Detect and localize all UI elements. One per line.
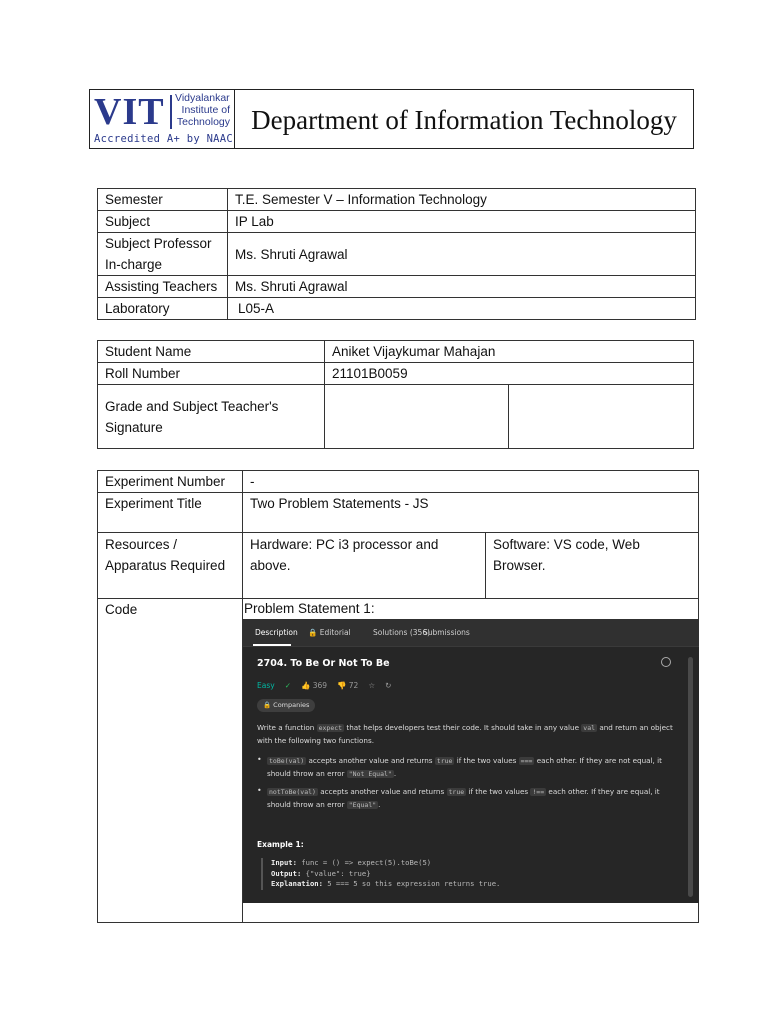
table-row bbox=[98, 471, 699, 493]
table-row bbox=[98, 363, 694, 385]
problem-screenshot bbox=[243, 619, 699, 903]
subject-label: Subject bbox=[98, 211, 228, 233]
dislike-button[interactable]: 👎 72 bbox=[337, 681, 359, 690]
experiment-number-label: Experiment Number bbox=[98, 471, 243, 493]
tab-editorial[interactable]: 🔒 Editorial bbox=[308, 628, 351, 637]
logo-institute-name: Vidyalankar Institute of Technology bbox=[175, 92, 230, 128]
tab-submissions[interactable]: Submissions bbox=[423, 628, 470, 637]
student-name-value: Aniket Vijaykumar Mahajan bbox=[325, 341, 694, 363]
tab-description[interactable]: Description bbox=[255, 628, 298, 637]
table-row bbox=[98, 211, 696, 233]
tab-solutions[interactable]: Solutions (356) bbox=[373, 628, 431, 637]
table-row bbox=[98, 298, 696, 320]
experiment-number-value: - bbox=[243, 471, 699, 493]
institute-logo bbox=[90, 90, 235, 148]
scrollbar[interactable] bbox=[688, 657, 693, 897]
experiment-title-label: Experiment Title bbox=[98, 493, 243, 533]
student-info-table bbox=[97, 340, 694, 449]
professor-label: Subject Professor In-charge bbox=[98, 233, 228, 276]
grade-signature-label: Grade and Subject Teacher's Signature bbox=[98, 385, 325, 449]
problem-tabs bbox=[243, 619, 699, 647]
table-row bbox=[98, 341, 694, 363]
companies-tag[interactable]: 🔒 Companies bbox=[257, 699, 315, 712]
lock-icon: 🔒 bbox=[263, 701, 272, 709]
info-icon[interactable] bbox=[661, 657, 671, 667]
star-icon[interactable]: ☆ bbox=[368, 681, 376, 690]
assisting-teachers-label: Assisting Teachers bbox=[98, 276, 228, 298]
like-button[interactable]: 👍 369 bbox=[300, 681, 328, 690]
problem-description: Write a function expect that helps developers test their code. It should take in any value val and return an object with the following two functions. bbox=[257, 723, 673, 745]
laboratory-label: Laboratory bbox=[98, 298, 228, 320]
roll-number-label: Roll Number bbox=[98, 363, 325, 385]
logo-divider bbox=[170, 95, 172, 129]
table-row bbox=[98, 233, 696, 276]
table-row bbox=[98, 533, 699, 599]
semester-label: Semester bbox=[98, 189, 228, 211]
problem-statement-heading: Problem Statement 1: bbox=[244, 601, 375, 616]
table-row bbox=[98, 189, 696, 211]
problem-title: 2704. To Be Or Not To Be bbox=[257, 658, 390, 669]
logo-vit-text: VIT bbox=[94, 91, 165, 133]
department-title: Department of Information Technology bbox=[251, 104, 677, 135]
bullet-icon: • bbox=[257, 755, 262, 764]
table-row bbox=[98, 276, 696, 298]
bullet-icon: • bbox=[257, 786, 262, 795]
roll-number-value: 21101B0059 bbox=[325, 363, 694, 385]
nottobe-description: notToBe(val) accepts another value and returns true if the two values !== each other. If they are equal, it should throw an error "Equal" . bbox=[267, 787, 660, 809]
document-header bbox=[89, 89, 694, 149]
code-label: Code bbox=[98, 599, 243, 923]
solved-check-icon: ✓ bbox=[284, 681, 291, 690]
logo-accreditation: Accredited A+ by NAAC bbox=[94, 133, 234, 145]
example-heading: Example 1: bbox=[257, 840, 304, 849]
signature-cell bbox=[509, 385, 694, 449]
laboratory-value: L05-A bbox=[228, 298, 696, 320]
hardware-value: Hardware: PC i3 processor and above. bbox=[243, 533, 486, 599]
course-info-table bbox=[97, 188, 696, 320]
software-value: Software: VS code, Web Browser. bbox=[486, 533, 699, 599]
active-tab-indicator bbox=[253, 644, 291, 646]
semester-value: T.E. Semester V – Information Technology bbox=[228, 189, 696, 211]
example-block: Input: func = () => expect(5).toBe(5) Output: {"value": true} Explanation: 5 === 5 so this expression returns true. bbox=[261, 858, 500, 890]
table-row bbox=[98, 385, 694, 449]
table-row bbox=[98, 493, 699, 533]
subject-value: IP Lab bbox=[228, 211, 696, 233]
lock-icon: 🔒 bbox=[308, 628, 318, 637]
problem-meta bbox=[257, 681, 391, 690]
resources-label: Resources / Apparatus Required bbox=[98, 533, 243, 599]
tobe-description: toBe(val) accepts another value and returns true if the two values === each other. If they are not equal, it should throw an error "Not Equal" . bbox=[267, 756, 662, 778]
grade-cell bbox=[325, 385, 509, 449]
difficulty-badge: Easy bbox=[257, 681, 275, 690]
experiment-title-value: Two Problem Statements - JS bbox=[243, 493, 699, 533]
share-icon[interactable]: ↻ bbox=[385, 681, 392, 690]
professor-value: Ms. Shruti Agrawal bbox=[228, 233, 696, 276]
student-name-label: Student Name bbox=[98, 341, 325, 363]
assisting-teachers-value: Ms. Shruti Agrawal bbox=[228, 276, 696, 298]
